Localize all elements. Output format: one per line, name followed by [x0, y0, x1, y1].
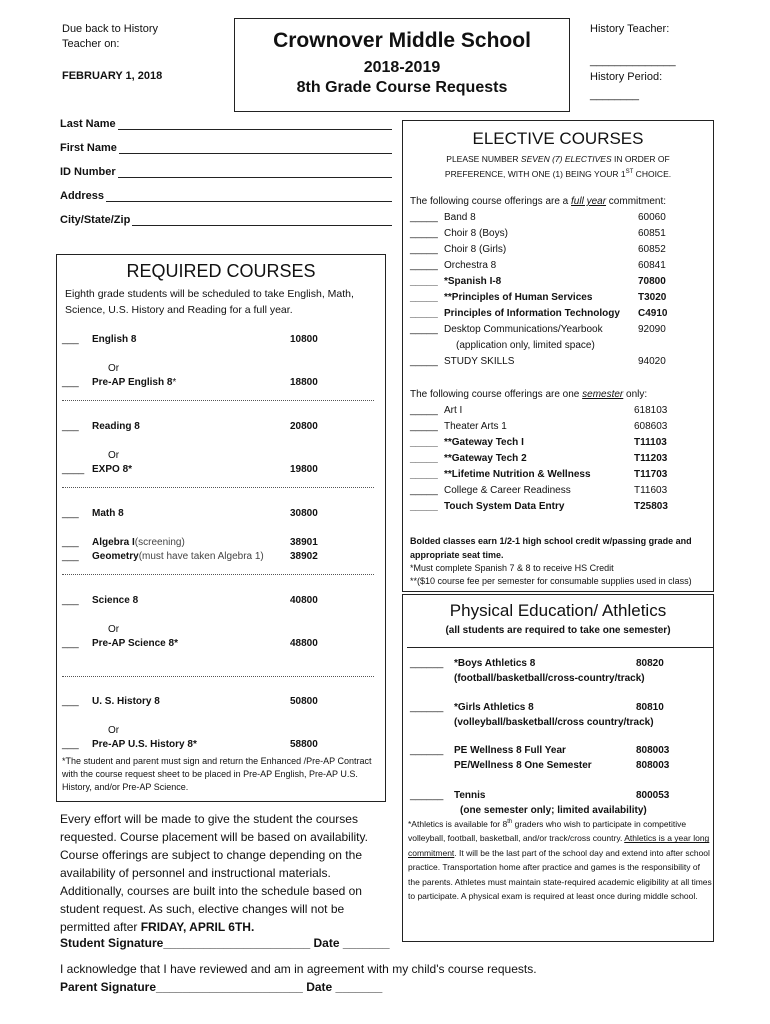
- elective-code: 94020: [638, 356, 666, 367]
- elective-name: **Principles of Human Services: [444, 292, 593, 303]
- fee-note: **($10 course fee per semester for consumable supplies used in class): [410, 576, 692, 586]
- parent-acknowledgement: I acknowledge that I have reviewed and am in agreement with my child's course requests.: [60, 962, 537, 976]
- or-label: Or: [108, 624, 120, 635]
- dotted-divider: [62, 400, 374, 401]
- semester-blank[interactable]: _____: [410, 437, 438, 448]
- elective-name: Desktop Communications/Yearbook: [444, 324, 603, 335]
- dotted-divider: [62, 676, 374, 677]
- elective-blank[interactable]: _____: [410, 260, 438, 271]
- course-code: 30800: [290, 508, 318, 519]
- elective-code: 60852: [638, 244, 666, 255]
- id-number-field[interactable]: ID Number: [60, 166, 392, 178]
- course-code: 58800: [290, 739, 318, 750]
- course-code: 48800: [290, 638, 318, 649]
- course-code: 40800: [290, 595, 318, 606]
- elective-name: Principles of Information Technology: [444, 308, 620, 319]
- course-code: 19800: [290, 464, 318, 475]
- course-blank[interactable]: ___: [62, 551, 79, 562]
- required-course-row: [62, 334, 382, 345]
- elective-row: [410, 356, 514, 367]
- course-blank[interactable]: ___: [62, 595, 79, 606]
- pe-title: Physical Education/ Athletics: [449, 601, 667, 620]
- full-year-heading: The following course offerings are a full year commitment:: [410, 196, 667, 207]
- pe-blank[interactable]: ______: [410, 658, 444, 669]
- title-box: [234, 18, 570, 112]
- required-course-row: [62, 464, 382, 475]
- course-blank[interactable]: ___: [62, 537, 79, 548]
- elective-name: Choir 8 (Girls): [444, 244, 507, 255]
- first-name-field[interactable]: First Name: [60, 142, 392, 154]
- semester-name: Theater Arts 1: [444, 421, 507, 432]
- course-code: 38902: [290, 551, 318, 562]
- required-course-row: [62, 537, 382, 548]
- required-course-row: [62, 508, 382, 519]
- semester-blank[interactable]: _____: [410, 469, 438, 480]
- pe-course-code: 800053: [636, 790, 670, 801]
- elective-row: [410, 244, 506, 255]
- semester-name: **Gateway Tech 2: [444, 453, 527, 464]
- semester-row: [410, 485, 571, 496]
- course-code: 50800: [290, 696, 318, 707]
- elective-code: 92090: [638, 324, 666, 335]
- or-label: Or: [108, 363, 120, 374]
- semester-code: T25803: [634, 501, 668, 512]
- semester-row: [410, 469, 591, 480]
- course-name: Pre-AP English 8: [92, 377, 173, 388]
- course-name: EXPO 8*: [92, 464, 133, 475]
- dotted-divider: [62, 574, 374, 575]
- required-courses-title: REQUIRED COURSES: [126, 261, 316, 281]
- elective-instructions: PLEASE NUMBER SEVEN (7) ELECTIVES IN ORDER OF PREFERENCE, WITH ONE (1) BEING YOUR 1ST CHOICE.: [444, 154, 672, 179]
- elective-row: [410, 308, 620, 319]
- or-label: Or: [108, 725, 120, 736]
- elective-blank[interactable]: _____: [410, 324, 438, 335]
- course-notice: Every effort will be made to give the student the courses requested. Course placement will be based on availability. Course offerings are subject to change depending on the availability of personnel and instructional materials. Additionally, courses are built into the schedule based on student request. As such, elective changes will not be permitted after FRIDAY, APRIL 6TH.: [60, 812, 368, 934]
- or-label: Or: [108, 450, 120, 461]
- semester-name: College & Career Readiness: [444, 485, 571, 496]
- semester-code: T11103: [634, 437, 667, 448]
- course-blank[interactable]: ___: [62, 377, 79, 388]
- due-date: FEBRUARY 1, 2018: [62, 70, 163, 82]
- course-name: Geometry: [92, 551, 139, 562]
- elective-row: [410, 260, 496, 271]
- pe-course-code: 80810: [636, 702, 664, 713]
- elective-code: T3020: [638, 292, 667, 303]
- semester-code: T11603: [634, 485, 668, 496]
- pe-subtitle: (all students are required to take one semester): [445, 625, 671, 636]
- course-blank[interactable]: ___: [62, 696, 79, 707]
- semester-row: [410, 421, 507, 432]
- pe-course-code: 808003: [636, 745, 670, 756]
- required-course-row: [62, 696, 382, 707]
- student-signature-field[interactable]: Student Signature______________________ Date _______: [60, 936, 390, 950]
- history-teacher-label: History Teacher:: [590, 23, 670, 35]
- elective-note: (application only, limited space): [456, 340, 595, 351]
- parent-signature-field[interactable]: Parent Signature______________________ Date _______: [60, 980, 383, 994]
- city-state-zip-field[interactable]: City/State/Zip: [60, 214, 392, 226]
- elective-blank[interactable]: _____: [410, 212, 438, 223]
- course-note: (screening): [134, 537, 185, 548]
- course-mark: *: [172, 377, 177, 388]
- elective-code: 60851: [638, 228, 666, 239]
- elective-blank[interactable]: _____: [410, 292, 438, 303]
- required-course-row: [62, 638, 382, 649]
- semester-blank[interactable]: _____: [410, 501, 438, 512]
- course-name: Math 8: [92, 508, 124, 519]
- semester-name: Art I: [444, 405, 463, 416]
- pe-blank[interactable]: ______: [410, 790, 444, 801]
- semester-heading: The following course offerings are one semester only:: [410, 389, 648, 400]
- semester-name: **Lifetime Nutrition & Wellness: [444, 469, 591, 480]
- course-blank[interactable]: ___: [62, 334, 79, 345]
- semester-code: 618103: [634, 405, 668, 416]
- required-course-row: [62, 551, 382, 562]
- elective-blank[interactable]: _____: [410, 228, 438, 239]
- elective-row: [410, 276, 501, 287]
- elective-courses-title: ELECTIVE COURSES: [472, 129, 644, 148]
- elective-row: [410, 292, 592, 303]
- semester-blank[interactable]: _____: [410, 453, 438, 464]
- address-field[interactable]: Address: [60, 190, 392, 202]
- course-name: Pre-AP Science 8*: [92, 638, 178, 649]
- pe-course-name: *Boys Athletics 8: [454, 658, 536, 669]
- elective-row: [410, 228, 508, 239]
- semester-row: [410, 405, 462, 416]
- required-course-row: [62, 739, 382, 750]
- course-blank[interactable]: ___: [62, 739, 79, 750]
- semester-name: **Gateway Tech I: [444, 437, 524, 448]
- pe-course-code: 808003: [636, 760, 670, 771]
- required-course-row: [62, 421, 382, 432]
- elective-row: [410, 324, 603, 335]
- elective-name: Orchestra 8: [444, 260, 497, 271]
- course-blank[interactable]: ___: [62, 421, 79, 432]
- course-note: (must have taken Algebra 1): [138, 551, 264, 562]
- history-period-label: History Period:: [590, 71, 663, 83]
- elective-code: C4910: [638, 308, 668, 319]
- required-course-row: [62, 377, 382, 388]
- due-back-label: Due back to History Teacher on:: [62, 23, 158, 50]
- school-name: Crownover Middle School: [273, 29, 531, 52]
- spanish-note: *Must complete Spanish 7 & 8 to receive HS Credit: [410, 563, 614, 573]
- course-name: Pre-AP U.S. History 8*: [92, 739, 197, 750]
- dotted-divider: [62, 487, 374, 488]
- pe-course-code: 80820: [636, 658, 664, 669]
- athletics-note: *Athletics is available for 8th graders who wish to participate in competitive volleyball, football, basketball, and/or track/cross country. Athletics is a year long commitment. It will be the last part of the school day and extend into after school practice. Transportation home after practice and games is the responsibility of the parents. Athletes must maintain state-required academic eligibility at all times to participate. A physical exam is required at least once during middle school.: [408, 818, 712, 902]
- pe-course-sub: (football/basketball/cross-country/track): [454, 673, 645, 684]
- semester-blank[interactable]: _____: [410, 405, 438, 416]
- semester-blank[interactable]: _____: [410, 485, 438, 496]
- course-name: Reading 8: [92, 421, 140, 432]
- elective-blank[interactable]: _____: [410, 356, 438, 367]
- elective-code: 60060: [638, 212, 666, 223]
- course-blank[interactable]: ___: [62, 638, 79, 649]
- elective-blank[interactable]: _____: [410, 244, 438, 255]
- course-blank[interactable]: ____: [62, 464, 85, 475]
- elective-row: [410, 212, 476, 223]
- elective-blank[interactable]: _____: [410, 276, 438, 287]
- elective-blank[interactable]: _____: [410, 308, 438, 319]
- required-course-row: [62, 595, 382, 606]
- course-code: 10800: [290, 334, 318, 345]
- pe-blank[interactable]: ______: [410, 745, 444, 756]
- required-intro: Eighth grade students will be scheduled to take English, Math, Science, U.S. History and Reading for a full year.: [65, 288, 354, 316]
- semester-code: T11703: [634, 469, 668, 480]
- course-name: U. S. History 8: [92, 696, 160, 707]
- bold-credit-note: Bolded classes earn 1/2-1 high school credit w/passing grade and appropriate seat time.: [410, 536, 692, 560]
- semester-row: [410, 453, 527, 464]
- pe-course-name: PE Wellness 8 Full Year: [454, 745, 566, 756]
- elective-name: Choir 8 (Boys): [444, 228, 508, 239]
- pe-course-sub: (volleyball/basketball/cross country/track): [454, 717, 654, 728]
- semester-row: [410, 437, 524, 448]
- pe-blank[interactable]: ______: [410, 702, 444, 713]
- course-blank[interactable]: ___: [62, 508, 79, 519]
- elective-name: *Spanish I-8: [444, 276, 502, 287]
- preap-footnote: *The student and parent must sign and return the Enhanced /Pre-AP Contract with the course request sheet to be placed in Pre-AP English, Pre-AP U.S. History, and/or Pre-AP Science.: [62, 756, 372, 792]
- school-year: 2018-2019: [363, 59, 441, 76]
- course-code: 38901: [290, 537, 318, 548]
- elective-code: 60841: [638, 260, 666, 271]
- course-name: Science 8: [92, 595, 139, 606]
- form-title: 8th Grade Course Requests: [296, 79, 508, 96]
- elective-code: 70800: [638, 276, 666, 287]
- history-teacher-blank[interactable]: ______________: [590, 55, 676, 67]
- course-code: 18800: [290, 377, 318, 388]
- course-name: Algebra I: [92, 537, 135, 548]
- pe-course-name: Tennis: [454, 790, 486, 801]
- pe-course-name: *Girls Athletics 8: [454, 702, 534, 713]
- semester-name: Touch System Data Entry: [444, 501, 565, 512]
- course-name: English 8: [92, 334, 137, 345]
- semester-code: T11203: [634, 453, 668, 464]
- elective-name: STUDY SKILLS: [444, 356, 515, 367]
- last-name-field[interactable]: Last Name: [60, 118, 392, 130]
- elective-name: Band 8: [444, 212, 476, 223]
- course-code: 20800: [290, 421, 318, 432]
- semester-blank[interactable]: _____: [410, 421, 438, 432]
- history-period-blank[interactable]: ________: [590, 89, 639, 101]
- semester-code: 608603: [634, 421, 668, 432]
- semester-row: [410, 501, 564, 512]
- pe-course-sub: (one semester only; limited availability): [460, 805, 647, 816]
- pe-course-name: PE/Wellness 8 One Semester: [454, 760, 592, 771]
